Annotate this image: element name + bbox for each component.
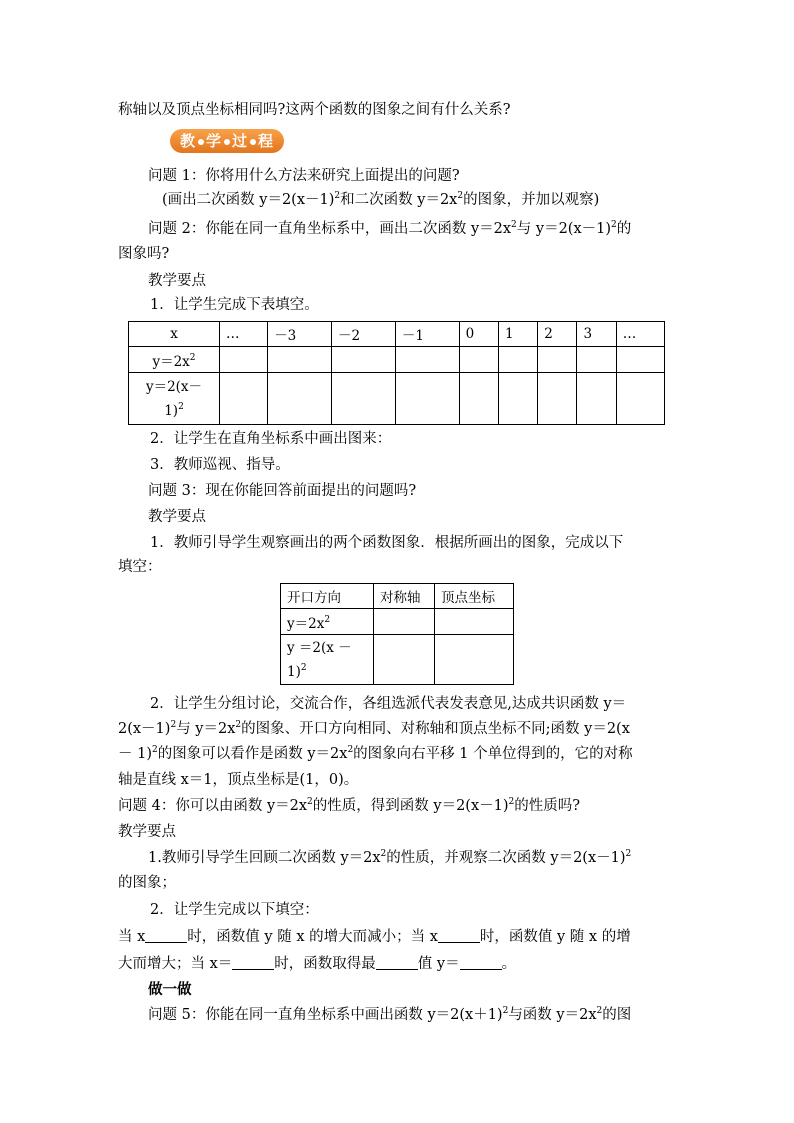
- value-table: [128, 321, 665, 425]
- badge-dot-icon: [198, 139, 204, 145]
- table-header-cell: 顶点坐标: [435, 584, 514, 609]
- step-2: 2．让学生在直角坐标系中画出图来：: [150, 431, 392, 447]
- section-badge: [170, 129, 284, 153]
- table-header-cell: －1: [395, 322, 459, 347]
- table-cell: [538, 373, 577, 425]
- table-row-label: y ＝2(x － 1)$^2$: [281, 635, 374, 685]
- fill-in-line-2: 大而增大；当 x＝ 时，函数取得最 值 y＝ 。: [118, 956, 517, 972]
- q2-step-1: 1．让学生完成下表填空。: [150, 297, 319, 313]
- table-row-label: $y=2x^2$: [129, 347, 220, 373]
- badge-dot-icon: [250, 139, 256, 145]
- badge-char-1: 教: [180, 132, 197, 150]
- table-row-label: $y=2x^2$: [281, 609, 374, 635]
- table-header-cell: …: [220, 322, 268, 347]
- table-header-cell: 对称轴: [374, 584, 435, 609]
- table-row: [129, 373, 665, 425]
- table-cell: [435, 635, 514, 685]
- q4-step-1: 1.教师引导学生回顾二次函数 $y=2x^2$的性质，并观察二次函数 $y=2(x-1)^2$: [148, 849, 632, 866]
- answer-blank[interactable]: [145, 928, 187, 943]
- table-row: [281, 635, 514, 685]
- intro-continuation: 称轴以及顶点坐标相同吗?这两个函数的图象之间有什么关系?: [118, 102, 511, 118]
- badge-char-3: 过: [232, 132, 249, 150]
- table-cell: [459, 373, 498, 425]
- q4-step-1-line-2: 的图象；: [118, 875, 176, 891]
- table-cell: [577, 373, 616, 425]
- table-cell: [268, 347, 332, 373]
- table-header-cell: －3: [268, 322, 332, 347]
- answer-blank[interactable]: [376, 955, 418, 970]
- question-3: 问题 3：现在你能回答前面提出的问题吗?: [148, 483, 417, 499]
- discussion-line-2: $2(x-1)^2$与 $y=2x^2$的图象、开口方向相同、对称轴和顶点坐标不同;函数 y＝2(x: [118, 720, 630, 737]
- table-cell: [268, 373, 332, 425]
- teaching-points-heading-3: 教学要点: [118, 824, 176, 840]
- table-row: [281, 584, 514, 609]
- table-header-cell: 0: [459, 322, 498, 347]
- table-cell: [395, 373, 459, 425]
- badge-char-2: 学: [206, 132, 223, 150]
- question-1: 问题 1：你将用什么方法来研究上面提出的问题?: [148, 168, 460, 184]
- q4-step-2: 2．让学生完成以下填空：: [150, 902, 319, 918]
- teaching-points-heading-2: 教学要点: [148, 509, 206, 525]
- table-cell: [498, 373, 537, 425]
- badge-char-4: 程: [258, 132, 275, 150]
- table-cell: [435, 609, 514, 635]
- table-header-cell: 1: [498, 322, 537, 347]
- step-3: 3．教师巡视、指导。: [150, 457, 290, 473]
- table-header-cell: 2: [538, 322, 577, 347]
- table-cell: [577, 347, 616, 373]
- discussion-line-3: － 1)$^2$的图象可以看作是函数 $y=2x^2$的图象向右平移 1 个单位得到的，它的对称: [118, 745, 633, 762]
- answer-blank[interactable]: [460, 955, 502, 970]
- table-row: [281, 609, 514, 635]
- table-cell: [374, 609, 435, 635]
- try-it-heading: 做一做: [148, 982, 192, 998]
- question-5: 问题 5：你能在同一直角坐标系中画出函数 $y=2(x+1)^2$与函数 $y=2x^2$的图: [148, 1006, 632, 1023]
- question-4: 问题 4：你可以由函数 $y=2x^2$的性质，得到函数 $y=2(x-1)^2$的性质吗?: [118, 797, 581, 814]
- table-cell: [395, 347, 459, 373]
- answer-blank[interactable]: [232, 955, 274, 970]
- table-cell: [220, 347, 268, 373]
- table-cell: [332, 347, 396, 373]
- q3-step-1-line-2: 填空：: [118, 559, 162, 575]
- table-cell: [332, 373, 396, 425]
- table-header-cell: 开口方向: [281, 584, 374, 609]
- question-2-line-2: 图象吗?: [118, 246, 170, 262]
- badge-dot-icon: [224, 139, 230, 145]
- table-header-cell: …: [616, 322, 664, 347]
- table-cell: [459, 347, 498, 373]
- properties-table: [280, 583, 514, 685]
- table-row: [129, 347, 665, 373]
- teaching-points-heading-1: 教学要点: [148, 273, 206, 289]
- table-row-label: y＝2(x－ 1)$^2$: [129, 373, 220, 425]
- table-header-cell: －2: [332, 322, 396, 347]
- answer-blank[interactable]: [438, 928, 480, 943]
- question-2-line-1: 问题 2：你能在同一直角坐标系中，画出二次函数 $y=2x^2$与 $y=2(x-1)^2$的: [148, 220, 632, 237]
- discussion-line-1: 2．让学生分组讨论，交流合作，各组选派代表发表意见,达成共识函数 y＝: [150, 696, 627, 712]
- table-cell: [374, 635, 435, 685]
- discussion-line-4: 轴是直线 x＝1，顶点坐标是(1，0)。: [118, 772, 359, 788]
- table-cell: [616, 373, 664, 425]
- fill-in-line-1: 当 x 时，函数值 y 随 x 的增大而减小；当 x 时，函数值 y 随 x 的增: [118, 929, 631, 945]
- table-row: [129, 322, 665, 347]
- table-cell: [220, 373, 268, 425]
- table-cell: [538, 347, 577, 373]
- q3-step-1-line-1: 1．教师引导学生观察画出的两个函数图象．根据所画出的图象，完成以下: [150, 535, 624, 551]
- table-cell: [616, 347, 664, 373]
- table-header-cell: 3: [577, 322, 616, 347]
- table-header-cell: x: [129, 322, 220, 347]
- table-cell: [498, 347, 537, 373]
- question-1-hint: (画出二次函数 $y=2(x-1)^2$和二次函数 $y=2x^2$的图象，并加以观察): [162, 191, 600, 208]
